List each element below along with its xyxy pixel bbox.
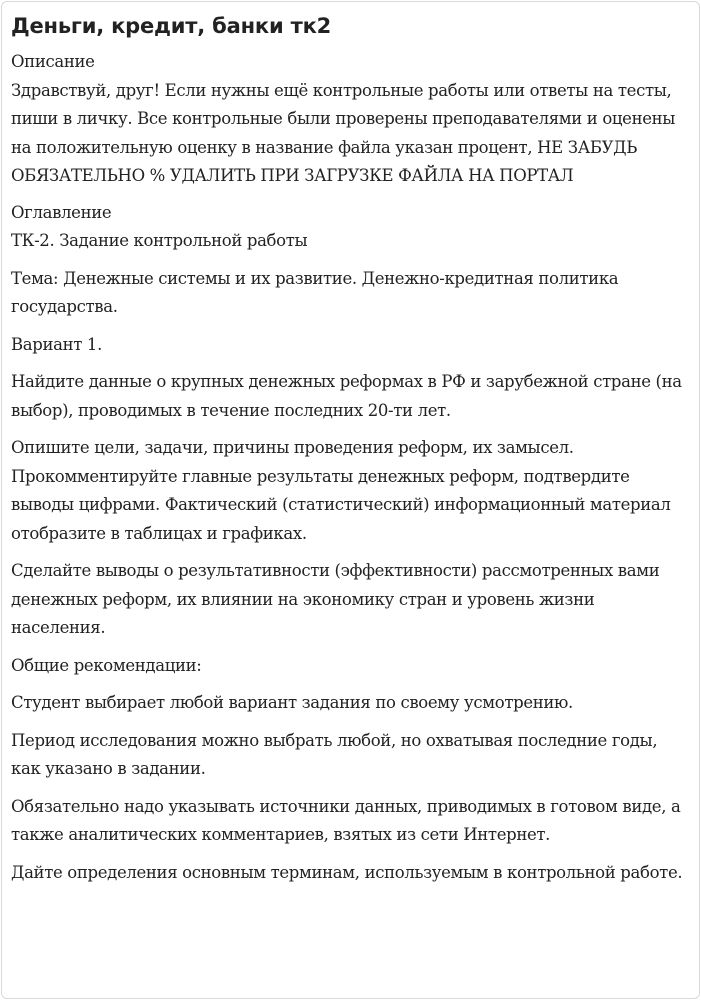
paragraph-sources: Обязательно надо указывать источники данных, приводимых в готовом виде, а также аналитических комментариев, взятых из сети Интернет. [11,796,681,844]
description-label: Описание [11,52,95,71]
paragraph-research-period: Период исследования можно выбрать любой, но охватывая последние годы, как указано в задании. [11,730,658,778]
paragraph-task-describe: Опишите цели, задачи, причины проведения реформ, их замысел. Прокомментируйте главные результаты денежных реформ, подтвердите выводы цифрами. Фактический (статистический) информационный материал отобразите в таблицах и графиках. [11,438,671,543]
paragraph-topic: Тема: Денежные системы и их развитие. Денежно-кредитная политика государства. [11,268,619,316]
paragraph-student-choice: Студент выбирает любой вариант задания по своему усмотрению. [11,693,573,712]
paragraph-general-recommendations: Общие рекомендации: [11,655,202,675]
document-title: Деньги, кредит, банки тк2 [11,14,332,38]
paragraph-definitions: Дайте определения основным терминам, используемым в контрольной работе. [11,862,683,882]
paragraph-task-conclusions: Сделайте выводы о результативности (эффективности) рассмотренных вами денежных реформ, их влиянии на экономику стран и уровень жизни населения. [11,561,660,637]
paragraph-variant: Вариант 1. [11,334,102,354]
paragraph-assignment-heading: ТК-2. Задание контрольной работы [11,231,308,250]
toc-label: Оглавление [11,202,112,222]
description-text: Здравствуй, друг! Если нужны ещё контрольные работы или ответы на тесты, пиши в личку. Все контрольные были проверены преподавателями и оценены на положительную оценку в название файла указан процент, НЕ ЗАБУДЬ ОБЯЗАТЕЛЬНО % УДАЛИТЬ ПРИ ЗАГРУЗКЕ ФАЙЛА НА ПОРТАЛ [11,80,676,185]
paragraph-task-find-data: Найдите данные о крупных денежных реформах в РФ и зарубежной стране (на выбор), проводимых в течение последних 20-ти лет. [11,372,682,420]
document-card [1,1,700,999]
